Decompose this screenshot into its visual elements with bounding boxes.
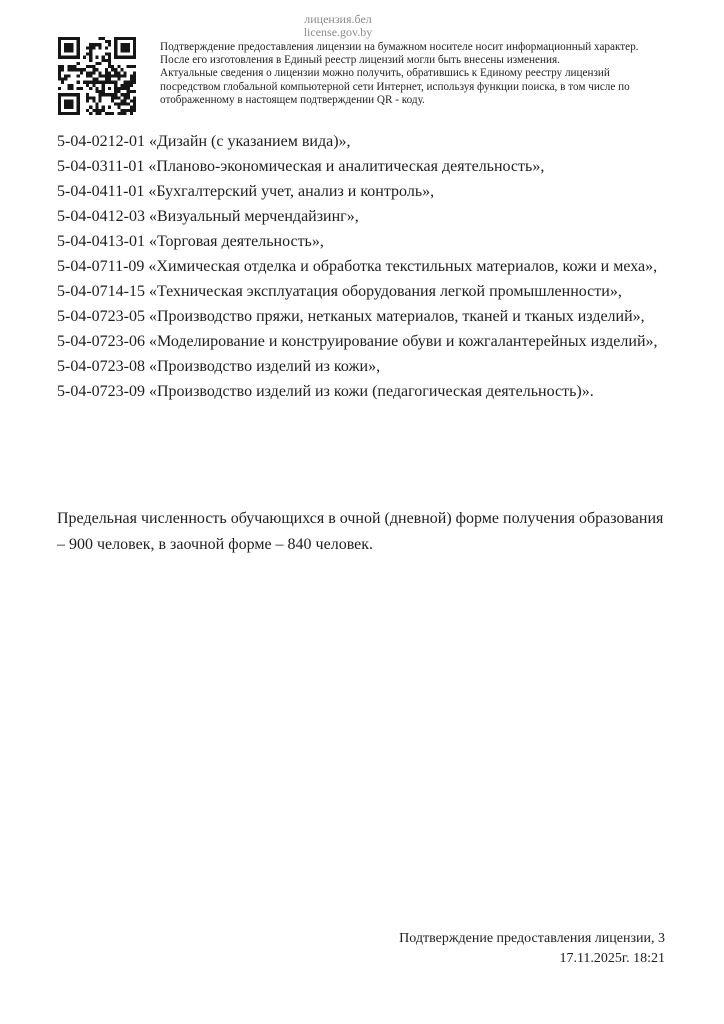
license-activity-item: 5-04-0412-03 «Визуальный мерчендайзинг», [57, 208, 359, 225]
qr-code-icon [58, 37, 136, 115]
site-name-latin: license.gov.by [303, 24, 373, 39]
license-activity-item: 5-04-0723-08 «Производство изделий из кожи», [57, 358, 381, 375]
notice-line: Подтверждение предоставления лицензии на бумажном носителе носит информационный характер. [160, 41, 639, 53]
license-activity-item: 5-04-0723-09 «Производство изделий из кожи (педагогическая деятельность)». [57, 383, 594, 400]
footer-timestamp: 17.11.2025г. 18:21 [559, 950, 665, 966]
notice-line: Актуальные сведения о лицензии можно получить, обратившись к Единому реестру лицензий [160, 67, 610, 80]
notice-paragraph [160, 41, 680, 107]
notice-line: После его изготовления в Единый реестр лицензий могли быть внесены изменения. [160, 54, 560, 67]
license-activity-item: 5-04-0723-06 «Моделирование и конструирование обуви и кожгалантерейных изделий», [57, 333, 658, 350]
license-activity-item: 5-04-0411-01 «Бухгалтерский учет, анализ и контроль», [57, 183, 435, 200]
footer-doc-title: Подтверждение предоставления лицензии, 3 [399, 931, 665, 946]
license-activity-item: 5-04-0711-09 «Химическая отделка и обработка текстильных материалов, кожи и меха», [57, 258, 658, 275]
site-name-cyrillic: лицензия.бел [304, 12, 372, 26]
license-activity-item: 5-04-0212-01 «Дизайн (с указанием вида)», [57, 133, 351, 150]
license-activities-list [57, 129, 672, 404]
page-footer [399, 929, 665, 968]
notice-line: отображенному в настоящем подтверждении QR - коду. [160, 93, 425, 106]
notice-line: посредством глобальной компьютерной сети Интернет, используя функции поиска, в том числе по [160, 80, 630, 93]
license-activity-item: 5-04-0723-05 «Производство пряжи, нетканых материалов, тканей и тканых изделий», [57, 308, 645, 325]
site-header [0, 13, 676, 38]
license-activity-item: 5-04-0311-01 «Планово-экономическая и аналитическая деятельность», [57, 158, 545, 175]
capacity-paragraph: Предельная численность обучающихся в очной (дневной) форме получения образования – 900 человек, в заочной форме – 840 человек. [57, 510, 664, 553]
license-activity-item: 5-04-0413-01 «Торговая деятельность», [57, 233, 324, 250]
license-activity-item: 5-04-0714-15 «Техническая эксплуатация оборудования легкой промышленности», [57, 283, 622, 300]
